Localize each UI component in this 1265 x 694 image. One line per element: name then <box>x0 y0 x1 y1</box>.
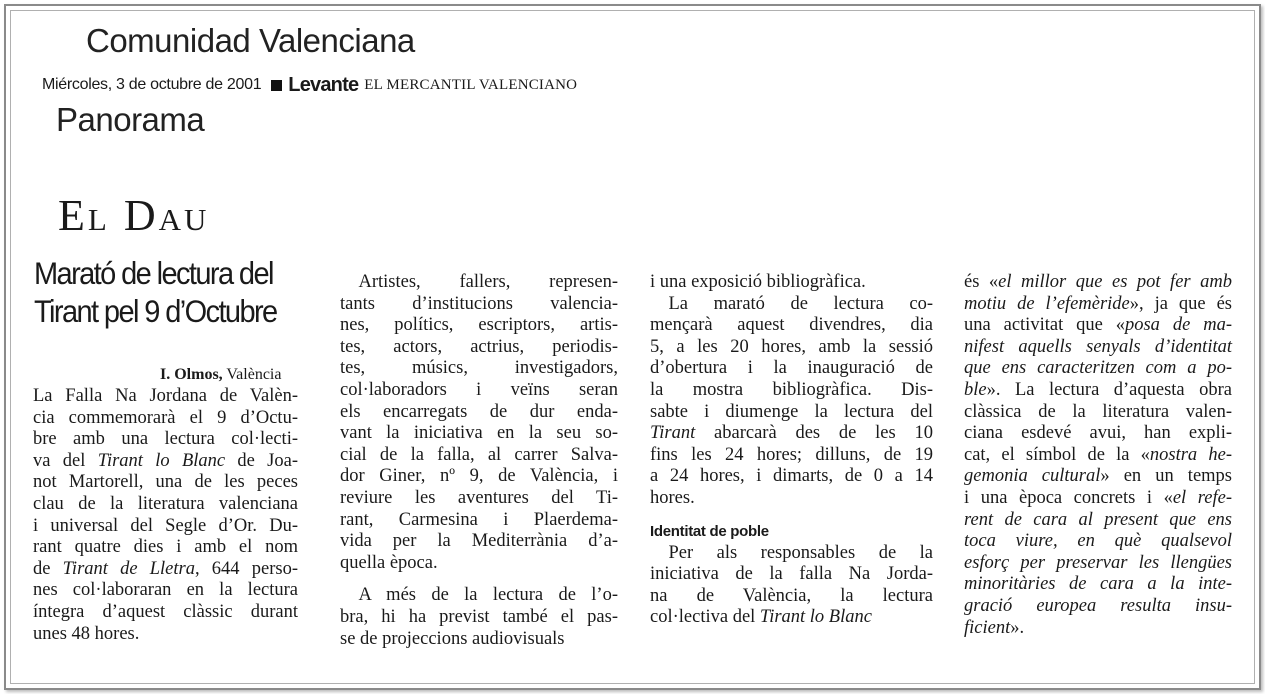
text-line: dor Giner, nº 9, de València, i <box>340 466 618 487</box>
text-column-1 <box>33 386 298 645</box>
text-line: gració europea resulta insu- <box>964 595 1232 616</box>
text-line: d’obertura i la inauguració de <box>650 358 933 379</box>
text-line: hores. <box>650 487 695 508</box>
column-3-bottom <box>650 543 933 629</box>
column-3-top <box>650 272 933 510</box>
text-line: cia commemorarà el 9 d’Octu- <box>33 407 298 428</box>
text-line: de Tirant de Lletra, 644 perso- <box>33 558 298 579</box>
text-line: a 24 hores, i dimarts, de 0 a 14 <box>650 466 933 487</box>
subheading: Identitat de poble <box>650 522 769 540</box>
text-line: nes col·laboraran en la lectura <box>33 580 298 601</box>
text-line: vant la iniciativa en la seu so- <box>340 423 618 444</box>
text-line: tants d’institucions valencia- <box>340 293 618 314</box>
text-line: Artistes, fallers, represen- <box>340 272 618 292</box>
text-line: que ens caracteritzen com a po- <box>964 358 1232 379</box>
text-line: sabte i diumenge la lectura del <box>650 401 933 422</box>
text-line: bre amb una lectura col·lecti- <box>33 429 298 450</box>
text-line: una activitat que «posa de ma- <box>964 315 1232 336</box>
text-line: rant, Carmesina i Plaerdema- <box>340 509 618 530</box>
text-line: La Falla Na Jordana de Valèn- <box>33 386 298 406</box>
newspaper-subtitle: EL MERCANTIL VALENCIANO <box>364 76 578 93</box>
headline-line: Marató de lectura del <box>34 257 273 292</box>
text-line: íntegra d’aquest clàssic durant <box>33 601 298 622</box>
text-column-4 <box>964 272 1232 639</box>
column-name: El Dau <box>58 191 210 240</box>
text-line: tes, actors, actrius, periodis- <box>340 336 618 357</box>
text-line: unes 48 hores. <box>33 623 140 644</box>
subsection-title: Panorama <box>56 101 205 138</box>
text-line: els encarregats de dur enda- <box>340 401 618 422</box>
text-line: not Martorell, una de les peces <box>33 472 298 493</box>
text-line: Per als responsables de la <box>650 542 933 563</box>
text-line: rent de cara al present que ens <box>964 509 1232 530</box>
byline <box>160 366 281 384</box>
text-line: ble». La lectura d’aquesta obra <box>964 379 1232 400</box>
newspaper-brand: Levante <box>288 73 359 96</box>
text-line: col·laboradors i veïns seran <box>340 379 618 400</box>
headline-line: Tirant pel 9 d’Octubre <box>34 294 277 330</box>
text-line: La marató de lectura co- <box>650 293 933 314</box>
text-line: iniciativa de la falla Na Jorda- <box>650 564 933 585</box>
byline-author: I. Olmos, <box>160 366 223 383</box>
text-line: se de projeccions audiovisuals <box>340 628 565 649</box>
text-line: cial de la falla, al carrer Salva- <box>340 444 618 465</box>
section-title: Comunidad Valenciana <box>86 22 415 59</box>
text-line: A més de la lectura de l’o- <box>340 585 618 606</box>
text-line: i una exposició bibliogràfica. <box>650 272 866 292</box>
text-line: Tirant abarcarà des de les 10 <box>650 423 933 444</box>
dateline <box>42 73 577 97</box>
text-line: clàssica de la literatura valen- <box>964 401 1232 422</box>
text-line: minoritàries de cara a la inte- <box>964 574 1232 595</box>
text-line: tes, músics, investigadors, <box>340 358 618 379</box>
text-line: ficient». <box>964 617 1025 638</box>
text-line: cat, el símbol de la «nostra he- <box>964 444 1232 465</box>
text-line: reviure les aventures del Ti- <box>340 487 618 508</box>
text-line: na de València, la lectura <box>650 585 933 606</box>
text-column-2 <box>340 272 618 650</box>
text-line: col·lectiva del Tirant lo Blanc <box>650 607 872 628</box>
paragraph-gap <box>650 510 933 521</box>
text-line: mençarà aquest divendres, dia <box>650 315 933 336</box>
byline-place: València <box>222 366 282 383</box>
text-line: toca viure, en què qualsevol <box>964 531 1232 552</box>
text-line: vida per la Mediterrània d’a- <box>340 531 618 552</box>
text-line: bra, hi ha previst també el pas- <box>340 606 618 627</box>
text-line: rant quatre dies i amb el nom <box>33 537 298 558</box>
square-bullet-icon <box>271 80 282 91</box>
text-line: va del Tirant lo Blanc de Joa- <box>33 450 298 471</box>
text-line: i universal del Segle d’Or. Du- <box>33 515 298 536</box>
publication-date: Miércoles, 3 de octubre de 2001 <box>42 76 262 93</box>
text-line: i una època concrets i «el refe- <box>964 487 1232 508</box>
text-line: fins les 24 hores; dilluns, de 19 <box>650 444 933 465</box>
text-line: gemonia cultural» en un temps <box>964 466 1232 487</box>
text-line: la mostra bibliogràfica. Dis- <box>650 379 933 400</box>
text-line: nifest aquells senyals d’identitat <box>964 336 1232 357</box>
article-headline <box>34 256 314 332</box>
text-line: 5, a les 20 hores, amb la sessió <box>650 336 933 357</box>
text-line: esforç per preservar les llengües <box>964 552 1232 573</box>
text-line <box>340 574 618 585</box>
text-line: quella època. <box>340 552 438 573</box>
text-line: nes, polítics, escriptors, artis- <box>340 315 618 336</box>
text-line: ciana esdevé avui, han expli- <box>964 423 1232 444</box>
text-line: és «el millor que es pot fer amb <box>964 272 1232 292</box>
text-line: clau de la literatura valenciana <box>33 493 298 514</box>
text-column-3 <box>650 272 933 629</box>
text-line: motiu de l’efemèride», ja que és <box>964 293 1232 314</box>
